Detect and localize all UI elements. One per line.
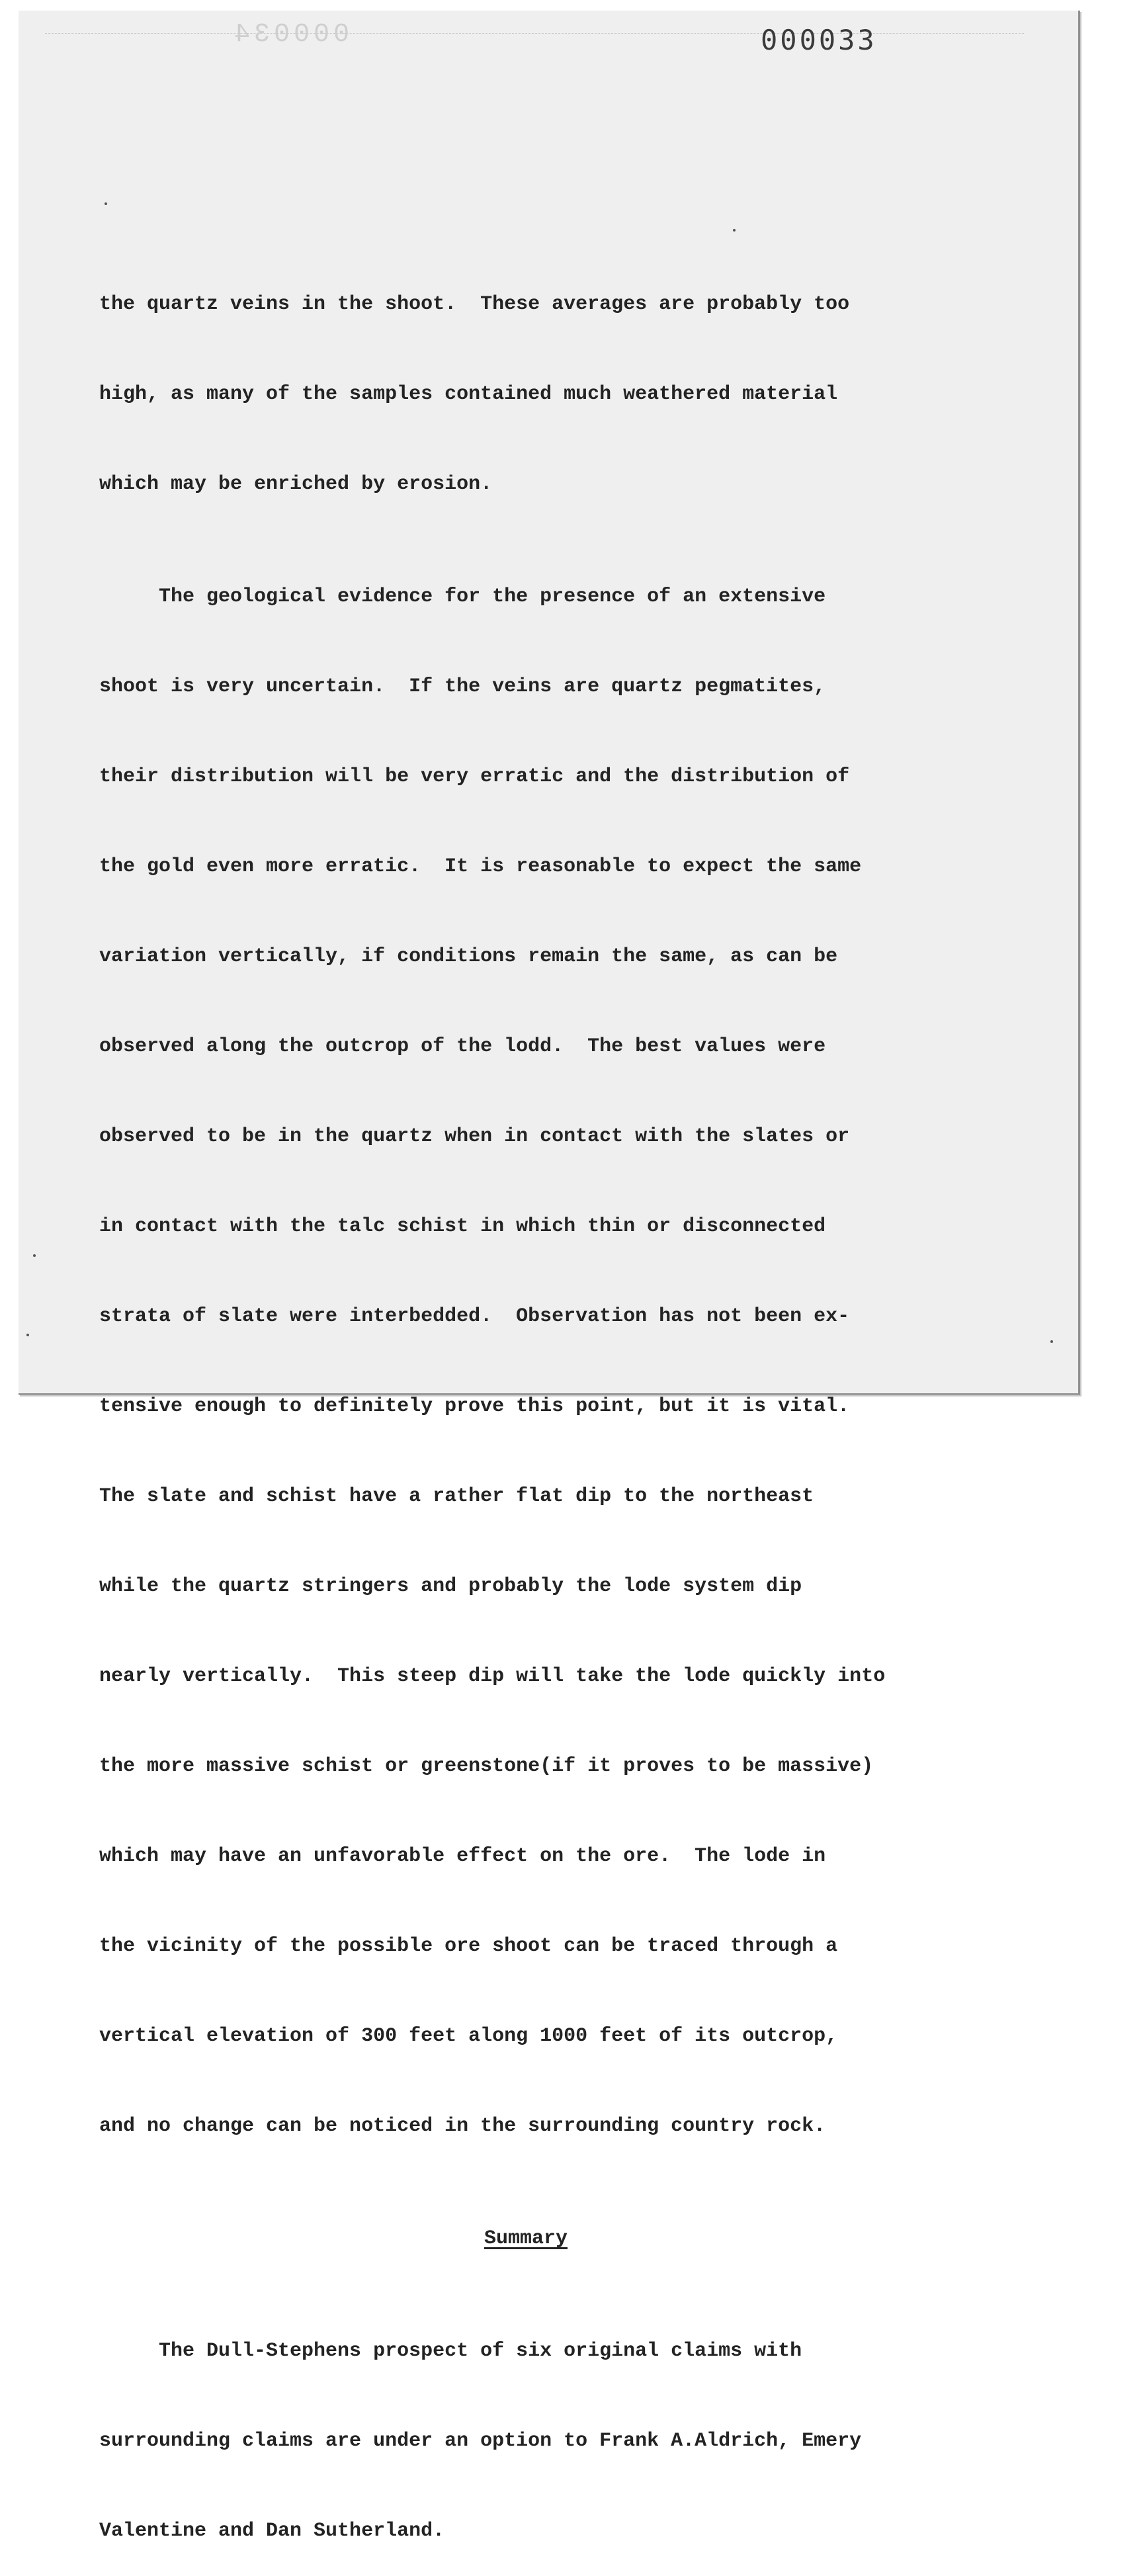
- document-body: [99, 237, 999, 2576]
- text-line: and no change can be noticed in the surrounding country rock.: [99, 2115, 826, 2137]
- text-line: vertical elevation of 300 feet along 1000 feet of its outcrop,: [99, 2025, 838, 2047]
- text-line: The Dull-Stephens prospect of six original claims with: [99, 2340, 802, 2362]
- text-line: Valentine and Dan Sutherland.: [99, 2520, 445, 2542]
- text-line: strata of slate were interbedded. Observation has not been ex-: [99, 1305, 850, 1328]
- text-line: high, as many of the samples contained much weathered material: [99, 383, 838, 406]
- text-line: the vicinity of the possible ore shoot can be traced through a: [99, 1935, 838, 1957]
- text-line: shoot is very uncertain. If the veins are quartz pegmatites,: [99, 675, 826, 698]
- text-line: variation vertically, if conditions remain the same, as can be: [99, 945, 838, 968]
- text-line: tensive enough to definitely prove this point, but it is vital.: [99, 1395, 850, 1418]
- ghost-stamp-number: 000034: [230, 20, 350, 50]
- scan-speck: [33, 1254, 36, 1257]
- text-line: surrounding claims are under an option to Frank A.Aldrich, Emery: [99, 2430, 862, 2452]
- stamp-number: 000033: [761, 24, 877, 56]
- scan-speck: [26, 1334, 29, 1336]
- summary-heading-line: [99, 2216, 952, 2261]
- text-line: in contact with the talc schist in which thin or disconnected: [99, 1215, 826, 1238]
- text-line: The slate and schist have a rather flat dip to the northeast: [99, 1485, 814, 1508]
- text-line: nearly vertically. This steep dip will take the lode quickly into: [99, 1665, 886, 1688]
- text-line: the quartz veins in the shoot. These averages are probably too: [99, 293, 850, 316]
- scan-speck: [1050, 1340, 1053, 1343]
- text-line: observed along the outcrop of the lodd. The best values were: [99, 1035, 826, 1058]
- text-line: the gold even more erratic. It is reasonable to expect the same: [99, 855, 862, 878]
- text-line: which may be enriched by erosion.: [99, 473, 493, 495]
- text-line: the more massive schist or greenstone(if it proves to be massive): [99, 1755, 874, 1778]
- text-line: The geological evidence for the presence of an extensive: [99, 585, 826, 608]
- text-line: while the quartz stringers and probably the lode system dip: [99, 1575, 802, 1598]
- scan-speck: [733, 229, 736, 232]
- summary-heading: Summary: [484, 2227, 568, 2250]
- text-line: observed to be in the quartz when in contact with the slates or: [99, 1125, 850, 1148]
- text-line: their distribution will be very erratic and the distribution of: [99, 765, 850, 788]
- scan-speck: [105, 202, 107, 205]
- text-line: which may have an unfavorable effect on the ore. The lode in: [99, 1845, 826, 1868]
- top-rule: [45, 33, 1024, 34]
